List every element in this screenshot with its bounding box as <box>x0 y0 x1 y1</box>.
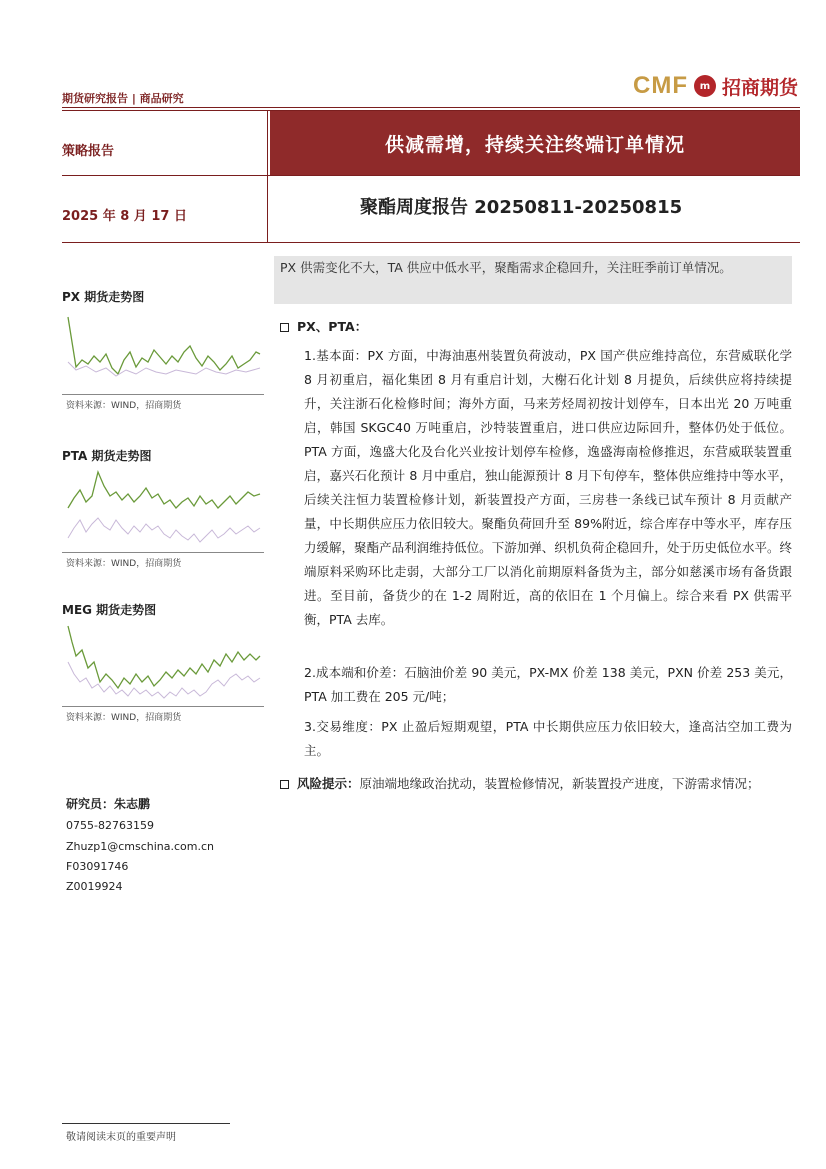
section-risk <box>280 772 792 796</box>
header-divider <box>267 111 268 243</box>
report-category: 策略报告 <box>62 144 115 159</box>
header-rule <box>62 107 800 108</box>
company-logo <box>633 72 798 100</box>
px-chart-source: 资料来源：WIND，招商期货 <box>66 401 182 411</box>
report-subtitle: 聚酯周度报告 20250811-20250815 <box>360 197 683 218</box>
checkbox-bullet-icon <box>280 780 289 789</box>
paragraph-cost-spread: 2.成本端和价差：石脑油价差 90 美元，PX-MX 价差 138 美元，PXN 价差 253 美元，PTA 加工费在 205 元/吨； <box>304 665 792 704</box>
section-px-pta <box>280 315 792 339</box>
pta-chart-source: 资料来源：WIND，招商期货 <box>66 559 182 569</box>
researcher-license-f: F03091746 <box>66 860 129 873</box>
meg-chart-source: 资料来源：WIND，招商期货 <box>66 713 182 723</box>
report-type-tag: 期货研究报告 | 商品研究 <box>62 92 184 105</box>
paragraph-trading: 3.交易维度：PX 止盈后短期观望，PTA 中长期供应压力依旧较大，逢高沽空加工费为主。 <box>304 719 792 758</box>
researcher-email[interactable]: Zhuzp1@cmschina.com.cn <box>66 840 215 853</box>
meg-chart-title: MEG 期货走势图 <box>62 603 157 617</box>
meg-futures-chart <box>66 622 262 702</box>
risk-text: 原油端地缘政治扰动，装置检修情况，新装置投产进度，下游需求情况； <box>359 776 760 791</box>
pta-chart-title: PTA 期货走势图 <box>62 449 152 463</box>
section-heading-px-pta: PX、PTA： <box>297 319 368 334</box>
pta-chart-block <box>62 447 264 464</box>
banner-rule <box>62 175 800 176</box>
summary-box: PX 供需变化不大，TA 供应中低水平，聚酯需求企稳回升，关注旺季前订单情况。 <box>274 256 792 304</box>
checkbox-bullet-icon <box>280 323 289 332</box>
px-chart-title: PX 期货走势图 <box>62 290 145 304</box>
researcher-name: 研究员：朱志鹏 <box>66 797 151 811</box>
paragraph-fundamentals: 1.基本面：PX 方面，中海油惠州装置负荷波动，PX 国产供应维持高位，东营威联化学 8 月初重启，福化集团 8 月有重启计划，大榭石化计划 8 月提负，后续供应将持续提升，关注浙石化检修时间；海外方面，马来芳烃周初按计划停车，日本出光 20 万吨重启，韩国 SKGC40 万吨重启，沙特装置重启，进口供应边际回升，整体仍处于低位。PTA 方面，逸盛大化及台化兴业按计划停车检修，逸盛海南检修推迟，东营威联装置重启，嘉兴石化预计 8 月中重启，独山能源预计 8 月下旬停车，整体供应维持中等水平，后续关注恒力装置检修计划，新装置投产方面，三房巷一条线已试车预计 8 月贡献产量，中长期供应压力依旧较大。聚酯负荷回升至 89%附近，综合库存中等水平，库存压力缓解，聚酯产品利润维持低位。下游加弹、织机负荷企稳回升，处于历史低位水平。终端原料采购环比走弱，大部分工厂以消化前期原料备货为主，部分如慈溪市场有备货跟进。至目前，备货少的在 1-2 周附近，高的依旧在 1 个月偏上。综合来看 PX 供需平衡，PTA 去库。 <box>304 348 792 627</box>
logo-chinese: 招商期货 <box>721 76 798 99</box>
title-rule <box>62 242 800 243</box>
footer-disclaimer: 敬请阅读末页的重要声明 <box>66 1132 176 1143</box>
risk-heading: 风险提示： <box>297 776 360 791</box>
pta-futures-chart <box>66 468 262 548</box>
title-banner: 供减需增，持续关注终端订单情况 <box>270 111 800 175</box>
px-futures-chart <box>66 312 262 392</box>
px-chart-rule <box>62 394 264 395</box>
logo-badge-icon: m <box>694 75 716 97</box>
pta-chart-rule <box>62 552 264 553</box>
researcher-license-z: Z0019924 <box>66 880 123 893</box>
px-chart-block <box>62 288 264 305</box>
meg-chart-rule <box>62 706 264 707</box>
footer-rule <box>62 1123 230 1124</box>
report-date: 2025 年 8 月 17 日 <box>62 209 187 224</box>
logo-cmf: CMF <box>633 72 688 99</box>
meg-chart-block <box>62 601 264 618</box>
researcher-phone: 0755-82763159 <box>66 819 154 832</box>
